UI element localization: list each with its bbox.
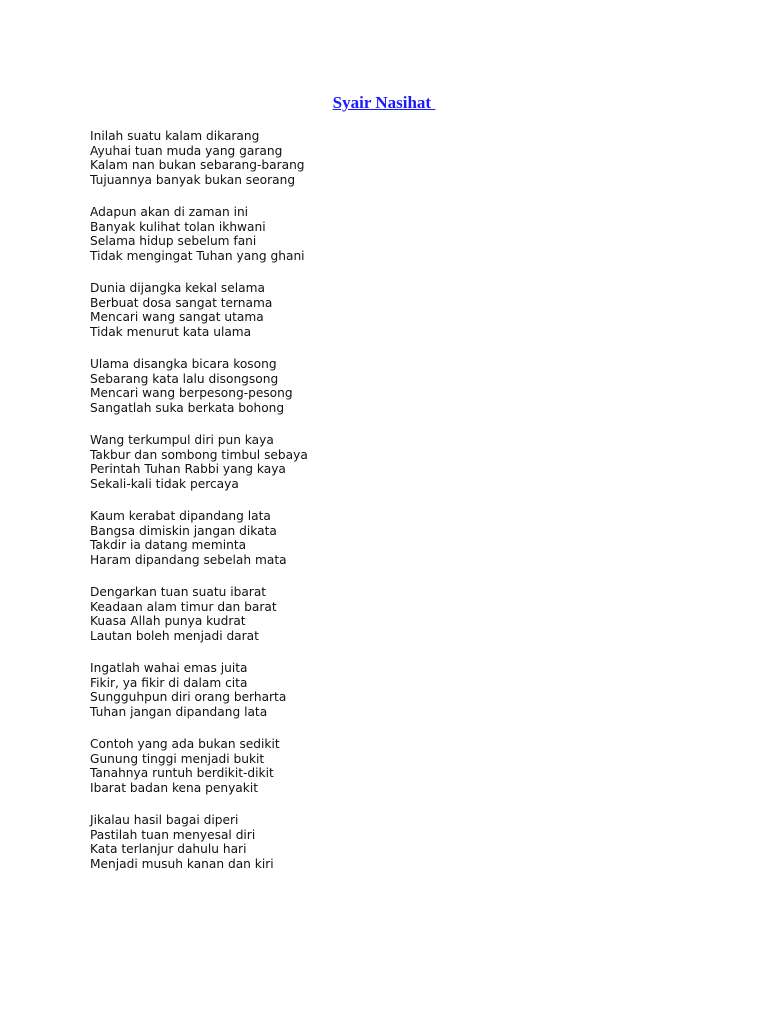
stanza	[90, 129, 690, 188]
poem-line: Kaum kerabat dipandang lata	[90, 509, 271, 523]
poem-line: Sekali-kali tidak percaya	[90, 477, 239, 492]
poem-line: Dunia dijangka kekal selama	[90, 281, 265, 295]
poem-line: Selama hidup sebelum fani	[90, 234, 257, 249]
stanza	[90, 813, 690, 872]
poem-line: Lautan boleh menjadi darat	[90, 629, 259, 644]
poem-line: Banyak kulihat tolan ikhwani	[90, 219, 266, 234]
poem-line: Inilah suatu kalam dikarang	[90, 129, 260, 143]
poem-line: Keadaan alam timur dan barat	[90, 599, 277, 614]
poem-line: Ulama disangka bicara kosong	[90, 357, 277, 371]
poem-line: Takdir ia datang meminta	[90, 538, 247, 553]
stanza	[90, 433, 690, 492]
stanza	[90, 661, 690, 720]
poem-line: Tuhan jangan dipandang lata	[90, 705, 268, 720]
poem-line: Kalam nan bukan sebarang-barang	[90, 158, 305, 173]
stanza	[90, 509, 690, 568]
poem-line: Sebarang kata lalu disongsong	[90, 371, 279, 386]
poem-line: Ingatlah wahai emas juita	[90, 661, 248, 675]
poem-line: Dengarkan tuan suatu ibarat	[90, 585, 267, 599]
poem-body	[90, 129, 690, 889]
stanza	[90, 737, 690, 796]
poem-line: Tidak menurut kata ulama	[90, 325, 252, 340]
poem-line: Bangsa dimiskin jangan dikata	[90, 523, 277, 538]
poem-line: Tidak mengingat Tuhan yang ghani	[90, 249, 305, 264]
poem-line: Ibarat badan kena penyakit	[90, 781, 258, 796]
poem-line: Takbur dan sombong timbul sebaya	[90, 447, 308, 462]
poem-line: Sangatlah suka berkata bohong	[90, 401, 285, 416]
poem-line: Mencari wang sangat utama	[90, 310, 264, 325]
poem-line: Sungguhpun diri orang berharta	[90, 690, 287, 705]
poem-line: Tanahnya runtuh berdikit-dikit	[90, 766, 274, 781]
stanza	[90, 205, 690, 264]
poem-line: Wang terkumpul diri pun kaya	[90, 433, 274, 447]
poem-line: Mencari wang berpesong-pesong	[90, 386, 293, 401]
poem-title[interactable]: Syair Nasihat	[332, 93, 436, 112]
poem-line: Jikalau hasil bagai diperi	[90, 813, 239, 827]
stanza	[90, 281, 690, 340]
poem-line: Pastilah tuan menyesal diri	[90, 827, 256, 842]
poem-line: Ayuhai tuan muda yang garang	[90, 143, 283, 158]
stanza	[90, 585, 690, 644]
poem-line: Fikir, ya fikir di dalam cita	[90, 675, 248, 690]
poem-line: Kuasa Allah punya kudrat	[90, 614, 246, 629]
poem-line: Haram dipandang sebelah mata	[90, 553, 287, 568]
poem-line: Gunung tinggi menjadi bukit	[90, 751, 265, 766]
poem-line: Adapun akan di zaman ini	[90, 205, 249, 219]
poem-line: Menjadi musuh kanan dan kiri	[90, 857, 274, 872]
poem-line: Berbuat dosa sangat ternama	[90, 295, 273, 310]
poem-line: Contoh yang ada bukan sedikit	[90, 737, 280, 751]
stanza	[90, 357, 690, 416]
poem-line: Perintah Tuhan Rabbi yang kaya	[90, 462, 286, 477]
poem-line: Tujuannya banyak bukan seorang	[90, 173, 296, 188]
poem-line: Kata terlanjur dahulu hari	[90, 842, 247, 857]
